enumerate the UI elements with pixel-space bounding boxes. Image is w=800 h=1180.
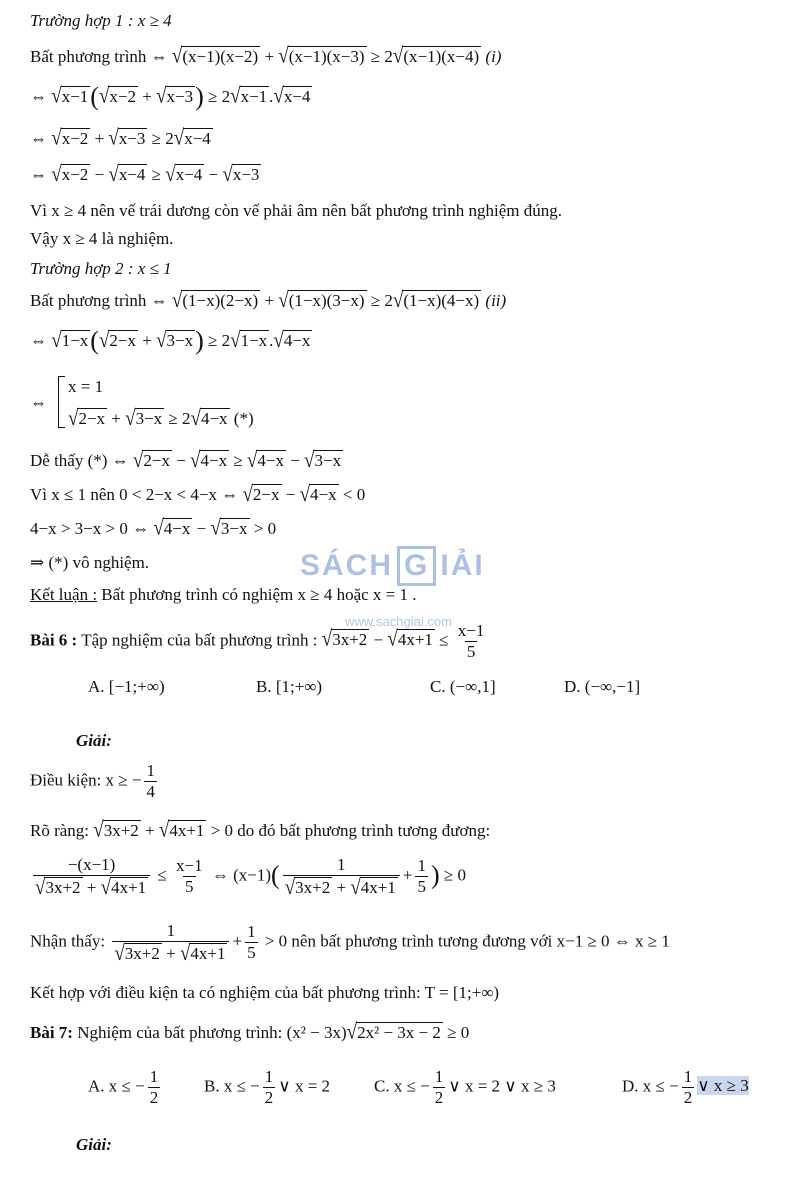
case2-line1: Bất phương trình ⇔ √(1−x)(2−x) + √(1−x)(3−x) ≥ 2√(1−x)(4−x) (ii) [30,288,507,313]
bai6-option-b: B. [1;+∞) [256,677,323,696]
case1-line2: ⇔ √x−1(√x−2 + √x−3) ≥ 2√x−1 .√x−4 [30,82,311,111]
case1-reason: Vì x ≥ 4 nên vế trái dương còn vế phải âm nên bất phương trình nghiệm đúng. [30,201,563,220]
system-bracket [58,376,65,428]
bai6-option-d: D. (−∞,−1] [564,677,641,696]
bai6-obvious: Rõ ràng: √3x+2 + √4x+1 > 0 do đó bất phương trình tương đương: [30,818,491,843]
case2-system-row1: x = 1 [68,377,104,396]
case2-heading: Trường hợp 2 : x ≤ 1 [30,259,172,278]
case1-heading: Trường hợp 1 : x ≥ 4 [30,11,172,30]
bai7-option-d: D. x ≤ − $\frac{1}{2}$ ∨ x ≥ 3 [622,1067,749,1107]
bai7-question: Bài 7: Nghiệm của bất phương trình: (x² − 3x)√2x² − 3x − 2 ≥ 0 [30,1020,470,1045]
bai6-solution-heading: Giải: [76,731,112,750]
bai6-option-a: A. [−1;+∞) [88,677,165,696]
case2-system-row2: √2−x + √3−x ≥ 2√4−x (*) [68,406,254,431]
case2-since2: 4−x > 3−x > 0 ⇔ √4−x − √3−x > 0 [30,516,277,541]
bai6-equivalent: $\frac{-(x-1)}{√3x+2 + √4x+1}$ ≤ $\frac{x-1}{5}$ ⇔ (x−1)( $\frac{1}{√3x+2 + √4x+1}$ + $\frac{1}{5}$ ) ≥ 0 [35,855,466,900]
bai7-option-a: A. x ≤ − $\frac{1}{2}$ [88,1067,159,1107]
case1-line4: ⇔ √x−2 − √x−4 ≥ √x−4 − √x−3 [30,162,260,187]
bai6-note: Nhận thấy: $\frac{1}{√3x+2 + √4x+1}$ + $\frac{1}{5}$ > 0 nên bất phương trình tương đương với x−1 ≥ 0 ⇔ x ≥ 1 [30,921,670,966]
watermark-url: www.sachgiai.com [345,614,452,629]
watermark-logo: SÁCH G IẢI [300,546,485,586]
case2-system-iff: ⇔ [30,393,47,412]
bai7-solution-heading: Giải: [76,1135,112,1154]
case1-line1: Bất phương trình ⇔ √(x−1)(x−2) + √(x−1)(x−3) ≥ 2√(x−1)(x−4) (i) [30,44,502,69]
case2-conclusion: Kết luận : Bất phương trình có nghiệm x ≥ 4 hoặc x = 1 . [30,585,417,604]
bai6-combined: Kết hợp với điều kiện ta có nghiệm của bất phương trình: T = [1;+∞) [30,983,500,1002]
bai7-option-c: C. x ≤ − $\frac{1}{2}$ ∨ x = 2 ∨ x ≥ 3 [374,1067,556,1107]
case1-line3: ⇔ √x−2 + √x−3 ≥ 2√x−4 [30,126,211,151]
bai7-option-b: B. x ≤ − $\frac{1}{2}$ ∨ x = 2 [204,1067,331,1107]
bai6-question: Bài 6 : Tập nghiệm của bất phương trình : √3x+2 − √4x+1 ≤ $\frac{x-1}{5}$ [30,621,485,661]
case2-since1: Vì x ≤ 1 nên 0 < 2−x < 4−x ⇔ √2−x − √4−x < 0 [30,482,366,507]
case2-see: Dễ thấy (*) ⇔ √2−x − √4−x ≥ √4−x − √3−x [30,448,342,473]
case1-conclusion: Vậy x ≥ 4 là nghiệm. [30,229,174,248]
case2-no-solution: ⇒ (*) vô nghiệm. [30,553,150,572]
bai6-condition: Điều kiện: x ≥ − $\frac{1}{4}$ [30,761,155,801]
bai6-option-c: C. (−∞,1] [430,677,496,696]
case2-line2: ⇔ √1−x(√2−x + √3−x) ≥ 2√1−x .√4−x [30,326,311,355]
